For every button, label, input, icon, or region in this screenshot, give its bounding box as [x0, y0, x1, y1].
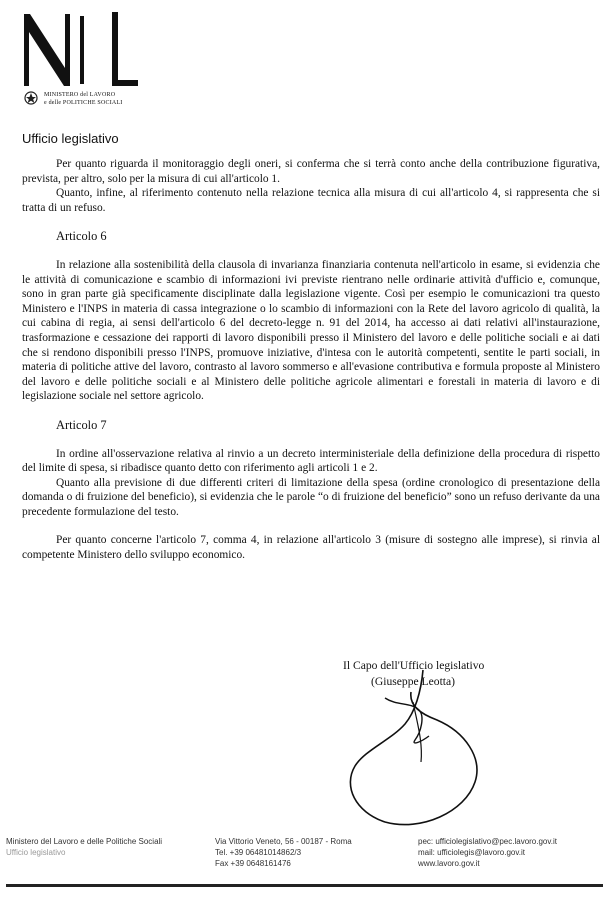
article-7-heading: Articolo 7	[56, 417, 107, 432]
ml-monogram-icon	[20, 8, 140, 90]
footer-address: Via Vittorio Veneto, 56 - 00187 - Roma	[215, 837, 352, 846]
footer-contacts	[215, 836, 395, 869]
footer-pec[interactable]: pec: ufficiolegislativo@pec.lavoro.gov.it	[418, 837, 558, 846]
footer-ministry	[6, 836, 184, 858]
article-6-heading: Articolo 6	[56, 229, 107, 244]
document-body	[22, 146, 600, 563]
handwritten-signature	[325, 662, 495, 832]
footer-tel: Tel. +39 06481014862/3	[215, 848, 302, 857]
ministry-name-line2: e delle POLITICHE SOCIALI	[44, 100, 123, 106]
article-6-text: In relazione alla sostenibilità della clausola di invarianza finanziaria contenuta nell'articolo in esame, si evidenzia che le attività di comunicazione e scambio di informazioni ivi previste rientrano nelle ordinarie attività d'ufficio e, comunque, sono in gran parte già specificamente disciplinate dalla legislazione vigente. Così per esempio le comunicazioni tra questo Ministero e l'INPS in materia di cassa integrazione o lo scambio di informazioni con la Rete del lavoro agricolo di qualità, la cui cabina di regia, ai sensi dell'articolo 6 del decreto-legge n. 91 del 2014, ha accesso ai dati relativi all'instaurazione, trasformazione e cessazione dei rapporti di lavoro disponibili presso il Ministero del lavoro e delle politiche sociali e ai dati che si rendono disponibili presso l'INPS, promuove iniziative, d'intesa con le autorità competenti, sentite le parti sociali, in materia di politiche attive del lavoro, contrasto al lavoro sommerso e all'evasione contributiva e formula proposte al Ministero del lavoro e delle politiche sociali e al Ministero delle politiche agricole alimentari e forestali in materia di lavoro e di legislazione sociale nel settore agricolo.	[22, 258, 600, 403]
signatory-name: (Giuseppe Leotta)	[371, 675, 456, 688]
footer-website[interactable]: www.lavoro.gov.it	[418, 859, 480, 868]
signatory-role: Il Capo dell'Ufficio legislativo	[343, 659, 485, 672]
article-7-closing: Per quanto concerne l'articolo 7, comma 4, in relazione all'articolo 3 (misure di sostegno alle imprese), si rinvia al competente Ministero dello sviluppo economico.	[22, 534, 600, 562]
ministry-name-line1: MINISTERO del LAVORO	[44, 92, 116, 98]
footer-office-name: Ufficio legislativo	[6, 848, 66, 857]
article-7-paragraph-1: In ordine all'osservazione relativa al rinvio a un decreto interministeriale della definizione della procedura di rispetto del limite di spesa, si ribadisce quanto detto con riferimento agli articoli 1 e 2.	[22, 447, 600, 475]
footer-ministry-name: Ministero del Lavoro e delle Politiche Sociali	[6, 837, 163, 846]
republic-emblem-icon	[24, 90, 38, 106]
footer-fax: Fax +39 0648161476	[215, 859, 291, 868]
intro-paragraph-2: Quanto, infine, al riferimento contenuto nella relazione tecnica alla misura di cui all'articolo 4, si rappresenta che si tratta di un refuso.	[22, 187, 600, 214]
footer-divider	[6, 884, 603, 887]
office-title: Ufficio legislativo	[22, 131, 119, 146]
article-7-paragraph-2: Quanto alla previsione di due differenti criteri di limitazione della spesa (ordine cronologico di presentazione della domanda o di fruizione del beneficio), si evidenzia che le parole “o di fruizione del beneficio” sono un refuso derivante da una precedente formulazione del testo.	[22, 476, 600, 518]
footer-mail[interactable]: mail: ufficiolegis@lavoro.gov.it	[418, 848, 525, 857]
footer-online	[418, 836, 604, 869]
intro-paragraph-1: Per quanto riguarda il monitoraggio degli oneri, si conferma che si terrà conto anche della contribuzione figurativa, prevista, per altro, solo per la misura di cui all'articolo 1.	[22, 158, 600, 185]
